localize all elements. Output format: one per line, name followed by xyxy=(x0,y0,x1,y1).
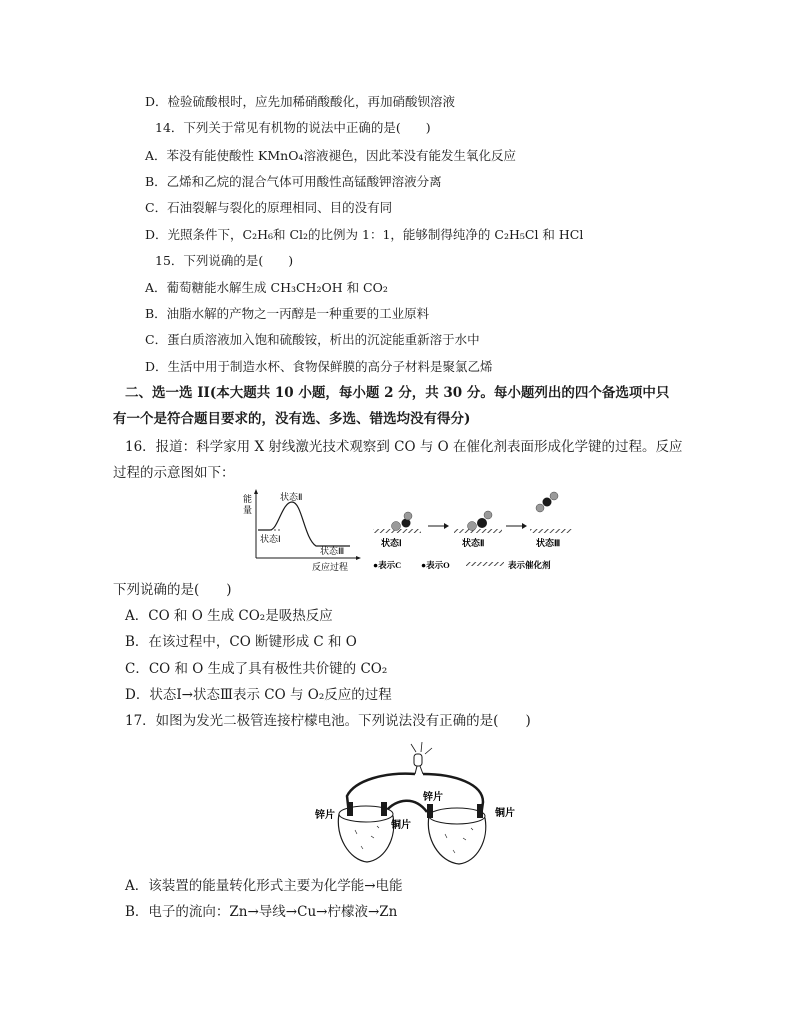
option-16-c: C．CO 和 O 生成了具有极性共价键的 CO₂ xyxy=(125,661,388,677)
state-1-label: 状态Ⅰ xyxy=(260,534,281,544)
state-2-label: 状态Ⅱ xyxy=(280,492,303,502)
copper-label-right: 铜片 xyxy=(495,808,515,819)
question-16-prompt: 下列说确的是( ) xyxy=(113,582,232,598)
catalyst-surface-2 xyxy=(454,529,502,533)
wire-middle xyxy=(385,801,427,812)
section-2-heading-line1: 二、选一选 II(本大题共 10 小题，每小题 2 分，共 30 分。每小题列出的四个备选项中只 xyxy=(125,385,670,401)
legend-carbon: ●表示C xyxy=(373,560,402,570)
option-15-b: B．油脂水解的产物之一丙醇是一种重要的工业原料 xyxy=(145,306,430,321)
led-icon xyxy=(411,742,432,774)
question-15: 15．下列说确的是( ) xyxy=(155,253,294,268)
question-17: 17．如图为发光二极管连接柠檬电池。下列说法没有正确的是( ) xyxy=(125,713,531,729)
state-1-caption: 状态Ⅰ xyxy=(381,538,402,548)
reaction-axis-arrow xyxy=(356,556,361,560)
lemon-left xyxy=(338,802,393,862)
carbon-atom xyxy=(477,518,487,528)
question-14: 14．下列关于常见有机物的说法中正确的是( ) xyxy=(155,120,431,135)
option-16-b: B．在该过程中，CO 断键形成 C 和 O xyxy=(125,634,357,650)
energy-axis-label-2: 量 xyxy=(243,505,253,515)
oxygen-atom xyxy=(484,511,492,519)
oxygen-atom xyxy=(536,504,544,512)
option-15-a: A．葡萄糖能水解生成 CH₃CH₂OH 和 CO₂ xyxy=(145,280,388,295)
zinc-label-left: 锌片 xyxy=(315,810,335,821)
option-14-b: B．乙烯和乙烷的混合气体可用酸性高锰酸钾溶液分离 xyxy=(145,174,442,189)
energy-axis-arrow xyxy=(254,489,258,494)
catalyst-surface-3 xyxy=(530,529,572,533)
legend-catalyst: 表示催化剂 xyxy=(508,560,551,570)
question-16-line1: 16．报道：科学家用 X 射线激光技术观察到 CO 与 O 在催化剂表面形成化学键的过程。反应 xyxy=(125,439,683,455)
option-14-a: A．苯没有能使酸性 KMnO₄溶液褪色，因此苯没有能发生氧化反应 xyxy=(145,148,516,163)
state-3-caption: 状态Ⅲ xyxy=(536,538,561,548)
lemon-right xyxy=(427,804,486,864)
option-15-c: C．蛋白质溶液加入饱和硫酸铵，析出的沉淀能重新溶于水中 xyxy=(145,332,480,347)
oxygen-atom xyxy=(550,492,558,500)
section-2-heading-line2: 有一个是符合题目要求的，没有选、多选、错选均没有得分) xyxy=(113,411,471,427)
option-14-d: D．光照条件下，C₂H₆和 Cl₂的比例为 1：1，能够制得纯净的 C₂H₅Cl 和 HCl xyxy=(145,227,584,242)
carbon-atom xyxy=(543,498,552,507)
oxygen-atom xyxy=(404,512,412,520)
legend-oxygen: ●表示O xyxy=(421,560,450,570)
state-2-caption: 状态Ⅱ xyxy=(462,538,485,548)
oxygen-atom xyxy=(392,522,401,531)
option-16-d: D．状态Ⅰ→状态Ⅲ表示 CO 与 O₂反应的过程 xyxy=(125,687,392,703)
legend-catalyst-swatch xyxy=(466,562,504,566)
option-17-b: B．电子的流向：Zn→导线→Cu→柠檬液→Zn xyxy=(125,904,398,920)
figure-16-reaction-diagram xyxy=(238,488,578,574)
reaction-axis-label: 反应过程 xyxy=(312,562,349,572)
option-17-a: A．该装置的能量转化形式主要为化学能→电能 xyxy=(125,878,403,894)
figure-17-lemon-battery xyxy=(305,740,525,868)
oxygen-atom xyxy=(468,522,477,531)
option-16-a: A．CO 和 O 生成 CO₂是吸热反应 xyxy=(125,608,333,624)
question-16-line2: 过程的示意图如下： xyxy=(113,465,235,481)
option-14-prev-d: D．检验硫酸根时，应先加稀硝酸酸化，再加硝酸钡溶液 xyxy=(145,94,456,109)
state-3-label: 状态Ⅲ xyxy=(320,546,345,556)
option-15-d: D．生活中用于制造水杯、食物保鲜膜的高分子材料是聚氯乙烯 xyxy=(145,359,493,374)
zinc-label-right: 锌片 xyxy=(423,792,443,803)
option-14-c: C．石油裂解与裂化的原理相同、目的没有同 xyxy=(145,200,393,215)
copper-label-left: 铜片 xyxy=(391,820,411,831)
energy-axis-label-1: 能 xyxy=(243,494,253,504)
